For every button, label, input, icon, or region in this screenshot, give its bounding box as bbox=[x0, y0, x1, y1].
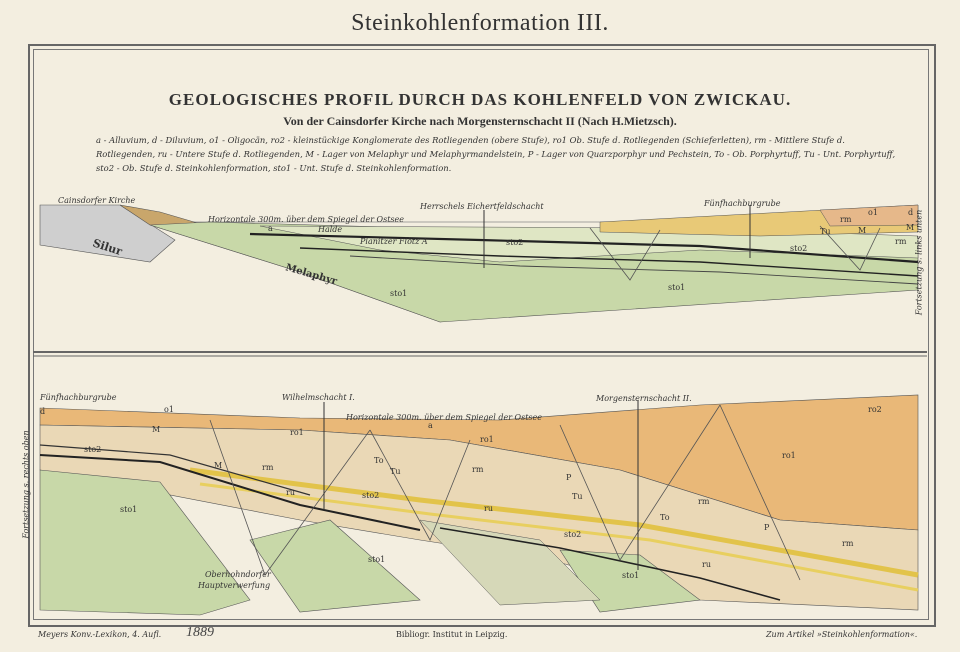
label-p-a: P bbox=[566, 473, 572, 482]
footer-left: Meyers Konv.-Lexikon, 4. Aufl. bbox=[38, 630, 162, 639]
label-p-b: P bbox=[764, 523, 770, 532]
label-ro1-c: ro1 bbox=[782, 451, 796, 460]
label-sto2-c: sto2 bbox=[564, 530, 582, 539]
label-halde: Halde bbox=[318, 225, 343, 234]
footer-center: Bibliogr. Institut in Leipzig. bbox=[396, 630, 508, 639]
label-sto2-upper-b: sto2 bbox=[790, 244, 808, 253]
label-to-b: To bbox=[660, 513, 670, 522]
label-o1-upper: o1 bbox=[868, 208, 878, 217]
label-ro1-b: ro1 bbox=[480, 435, 494, 444]
label-a-lower: a bbox=[428, 421, 433, 430]
label-d-upper: d bbox=[908, 208, 914, 217]
side-note-right: Fortsetzung s. links unten bbox=[914, 209, 924, 316]
footer-year: 1889 bbox=[186, 625, 214, 640]
label-o1-lower: o1 bbox=[164, 405, 174, 414]
plate-title: Steinkohlenformation III. bbox=[351, 10, 609, 36]
label-rm-upper: rm bbox=[840, 215, 852, 224]
label-tu-b: Tu bbox=[572, 492, 583, 501]
label-rm-d: rm bbox=[842, 539, 854, 548]
label-silur: Silur bbox=[91, 236, 124, 259]
lower-section bbox=[39, 393, 918, 615]
label-hauptverwerfung: Hauptverwerfung bbox=[198, 581, 271, 590]
label-m-a: M bbox=[214, 461, 223, 470]
label-ru-c: ru bbox=[702, 560, 711, 569]
label-m-upper: M bbox=[858, 226, 867, 235]
upper-section bbox=[40, 196, 918, 322]
label-sto1-b: sto1 bbox=[368, 555, 386, 564]
legend-text: a - Alluvium, d - Diluvium, o1 - Oligocän, ro2 - kleinstückige Konglomerate des Rotliegenden (obere Stufe), ro1 Ob. Stufe d. Rotliegenden (Schieferletten), rm - Mittlere Stufe d. Rotliegenden, ru - Untere Stufe d. Rotliegenden, M - Lager von Melaphyr und Melaphyrmandelstein, P - Lager von Quarzporphyr und Pechstein, To - Ob. Porphyrtuff, Tu - Unt. Porphyrtuff, sto2 - Ob. Stufe d. Steinkohlenformation, sto1 - Unt. Stufe d. Steinkohlenformation. bbox=[96, 135, 896, 173]
label-wilhelm: Wilhelmschacht I. bbox=[282, 393, 355, 402]
label-sto1-upper-b: sto1 bbox=[668, 283, 686, 292]
label-planitzer: Planitzer Flötz A bbox=[360, 237, 428, 246]
label-sto2-a: sto2 bbox=[84, 445, 102, 454]
label-melaphyr: Melaphyr bbox=[284, 262, 339, 288]
label-horizontale-lower: Horizontale 300m. über dem Spiegel der Ostsee bbox=[346, 413, 543, 422]
label-ru-b: ru bbox=[484, 504, 493, 513]
label-fuenfhach-lower: Fünfhachburgrube bbox=[40, 393, 117, 402]
label-sto2-upper-a: sto2 bbox=[506, 238, 524, 247]
label-herrschels: Herrschels Eichertfeldschacht bbox=[420, 202, 544, 211]
label-m2-upper: M bbox=[906, 223, 915, 232]
label-ro1-a: ro1 bbox=[290, 428, 304, 437]
label-horizontale-upper: Horizontale 300m. über dem Spiegel der Ostsee bbox=[208, 215, 405, 224]
label-rm-c: rm bbox=[698, 497, 710, 506]
label-rm-a: rm bbox=[262, 463, 274, 472]
label-tu-upper: Tu bbox=[820, 227, 831, 236]
label-sto1-a: sto1 bbox=[120, 505, 138, 514]
side-note-left: Fortsetzung s. rechts oben bbox=[21, 430, 31, 539]
label-rm2-upper: rm bbox=[895, 237, 907, 246]
label-morgenstern: Morgensternschacht II. bbox=[596, 394, 692, 403]
label-tu-a: Tu bbox=[390, 467, 401, 476]
label-sto2-b: sto2 bbox=[362, 491, 380, 500]
label-rm-b: rm bbox=[472, 465, 484, 474]
label-m-b: M bbox=[152, 425, 161, 434]
label-cainsdorf: Cainsdorfer Kirche bbox=[58, 196, 136, 205]
label-ro2: ro2 bbox=[868, 405, 882, 414]
label-sto1-upper-a: sto1 bbox=[390, 289, 408, 298]
label-sto1-c: sto1 bbox=[622, 571, 640, 580]
label-a-upper: a bbox=[268, 224, 273, 233]
label-fuenfhach-upper: Fünfhachburgrube bbox=[704, 199, 781, 208]
label-to-a: To bbox=[374, 456, 384, 465]
profile-subheading: Von der Cainsdorfer Kirche nach Morgensternschacht II (Nach H.Mietzsch). bbox=[283, 114, 677, 128]
label-ru-a: ru bbox=[286, 488, 295, 497]
footer-right: Zum Artikel »Steinkohlenformation«. bbox=[766, 630, 918, 639]
label-d-lower: d bbox=[40, 407, 46, 416]
profile-heading: GEOLOGISCHES PROFIL DURCH DAS KOHLENFELD VON ZWICKAU. bbox=[168, 90, 792, 109]
label-oberhohndorf: Oberhohndorfer bbox=[205, 570, 271, 579]
